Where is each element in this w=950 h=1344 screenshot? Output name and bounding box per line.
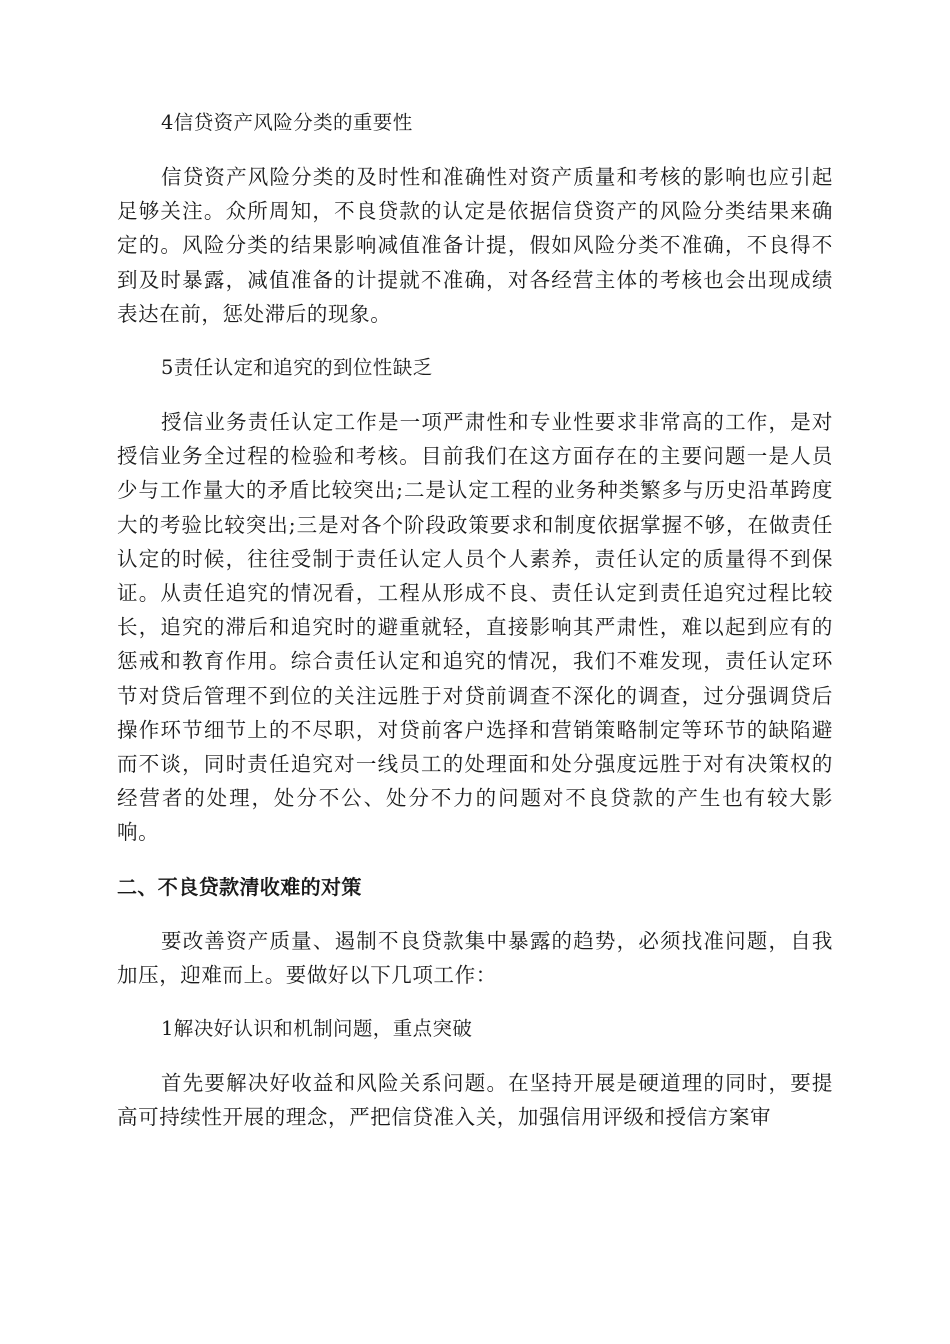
subheading-1: 1解决好认识和机制问题，重点突破 bbox=[161, 1017, 473, 1041]
document-body bbox=[117, 106, 833, 1134]
paragraph-5: 授信业务责任认定工作是一项严肃性和专业性要求非常高的工作，是对授信业务全过程的检验和考核。目前我们在这方面存在的主要问题一是人员少与工作量大的矛盾比较突出;二是认定工程的业务种类繁多与历史沿革跨度大的考验比较突出;三是对各个阶段政策要求和制度依据掌握不够，在做责任认定的时候，往往受制于责任认定人员个人素养，责任认定的质量得不到保证。从责任追究的情况看，工程从形成不良、责任认定到责任追究过程比较长，追究的滞后和追究时的避重就轻，直接影响其严肃性，难以起到应有的惩戒和教育作用。综合责任认定和追究的情况，我们不难发现，责任认定环节对贷后管理不到位的关注远胜于对贷前调查不深化的调查，过分强调贷后操作环节细节上的不尽职，对贷前客户选择和营销策略制定等环节的缺陷避而不谈，同时责任追究对一线员工的处理面和处分强度远胜于对有决策权的经营者的处理，处分不公、处分不力的问题对不良贷款的产生也有较大影响。 bbox=[117, 410, 833, 845]
paragraph-1: 首先要解决好收益和风险关系问题。在坚持开展是硬道理的同时，要提高可持续性开展的理念，严把信贷准入关，加强信用评级和授信方案审 bbox=[117, 1071, 833, 1130]
subheading-5: 5责任认定和追究的到位性缺乏 bbox=[161, 356, 433, 380]
paragraph-section-2: 要改善资产质量、遏制不良贷款集中暴露的趋势，必须找准问题，自我加压，迎难而上。要做好以下几项工作： bbox=[117, 928, 833, 987]
subheading-4: 4信贷资产风险分类的重要性 bbox=[161, 111, 413, 134]
paragraph-4: 信贷资产风险分类的及时性和准确性对资产质量和考核的影响也应引起足够关注。众所周知，不良贷款的认定是依据信贷资产的风险分类结果来确定的。风险分类的结果影响减值准备计提，假如风险分类不准确，不良得不到及时暴露，减值准备的计提就不准确，对各经营主体的考核也会出现成绩表达在前，惩处滞后的现象。 bbox=[117, 165, 833, 326]
section-2-title: 二、不良贷款清收难的对策 bbox=[117, 874, 362, 899]
